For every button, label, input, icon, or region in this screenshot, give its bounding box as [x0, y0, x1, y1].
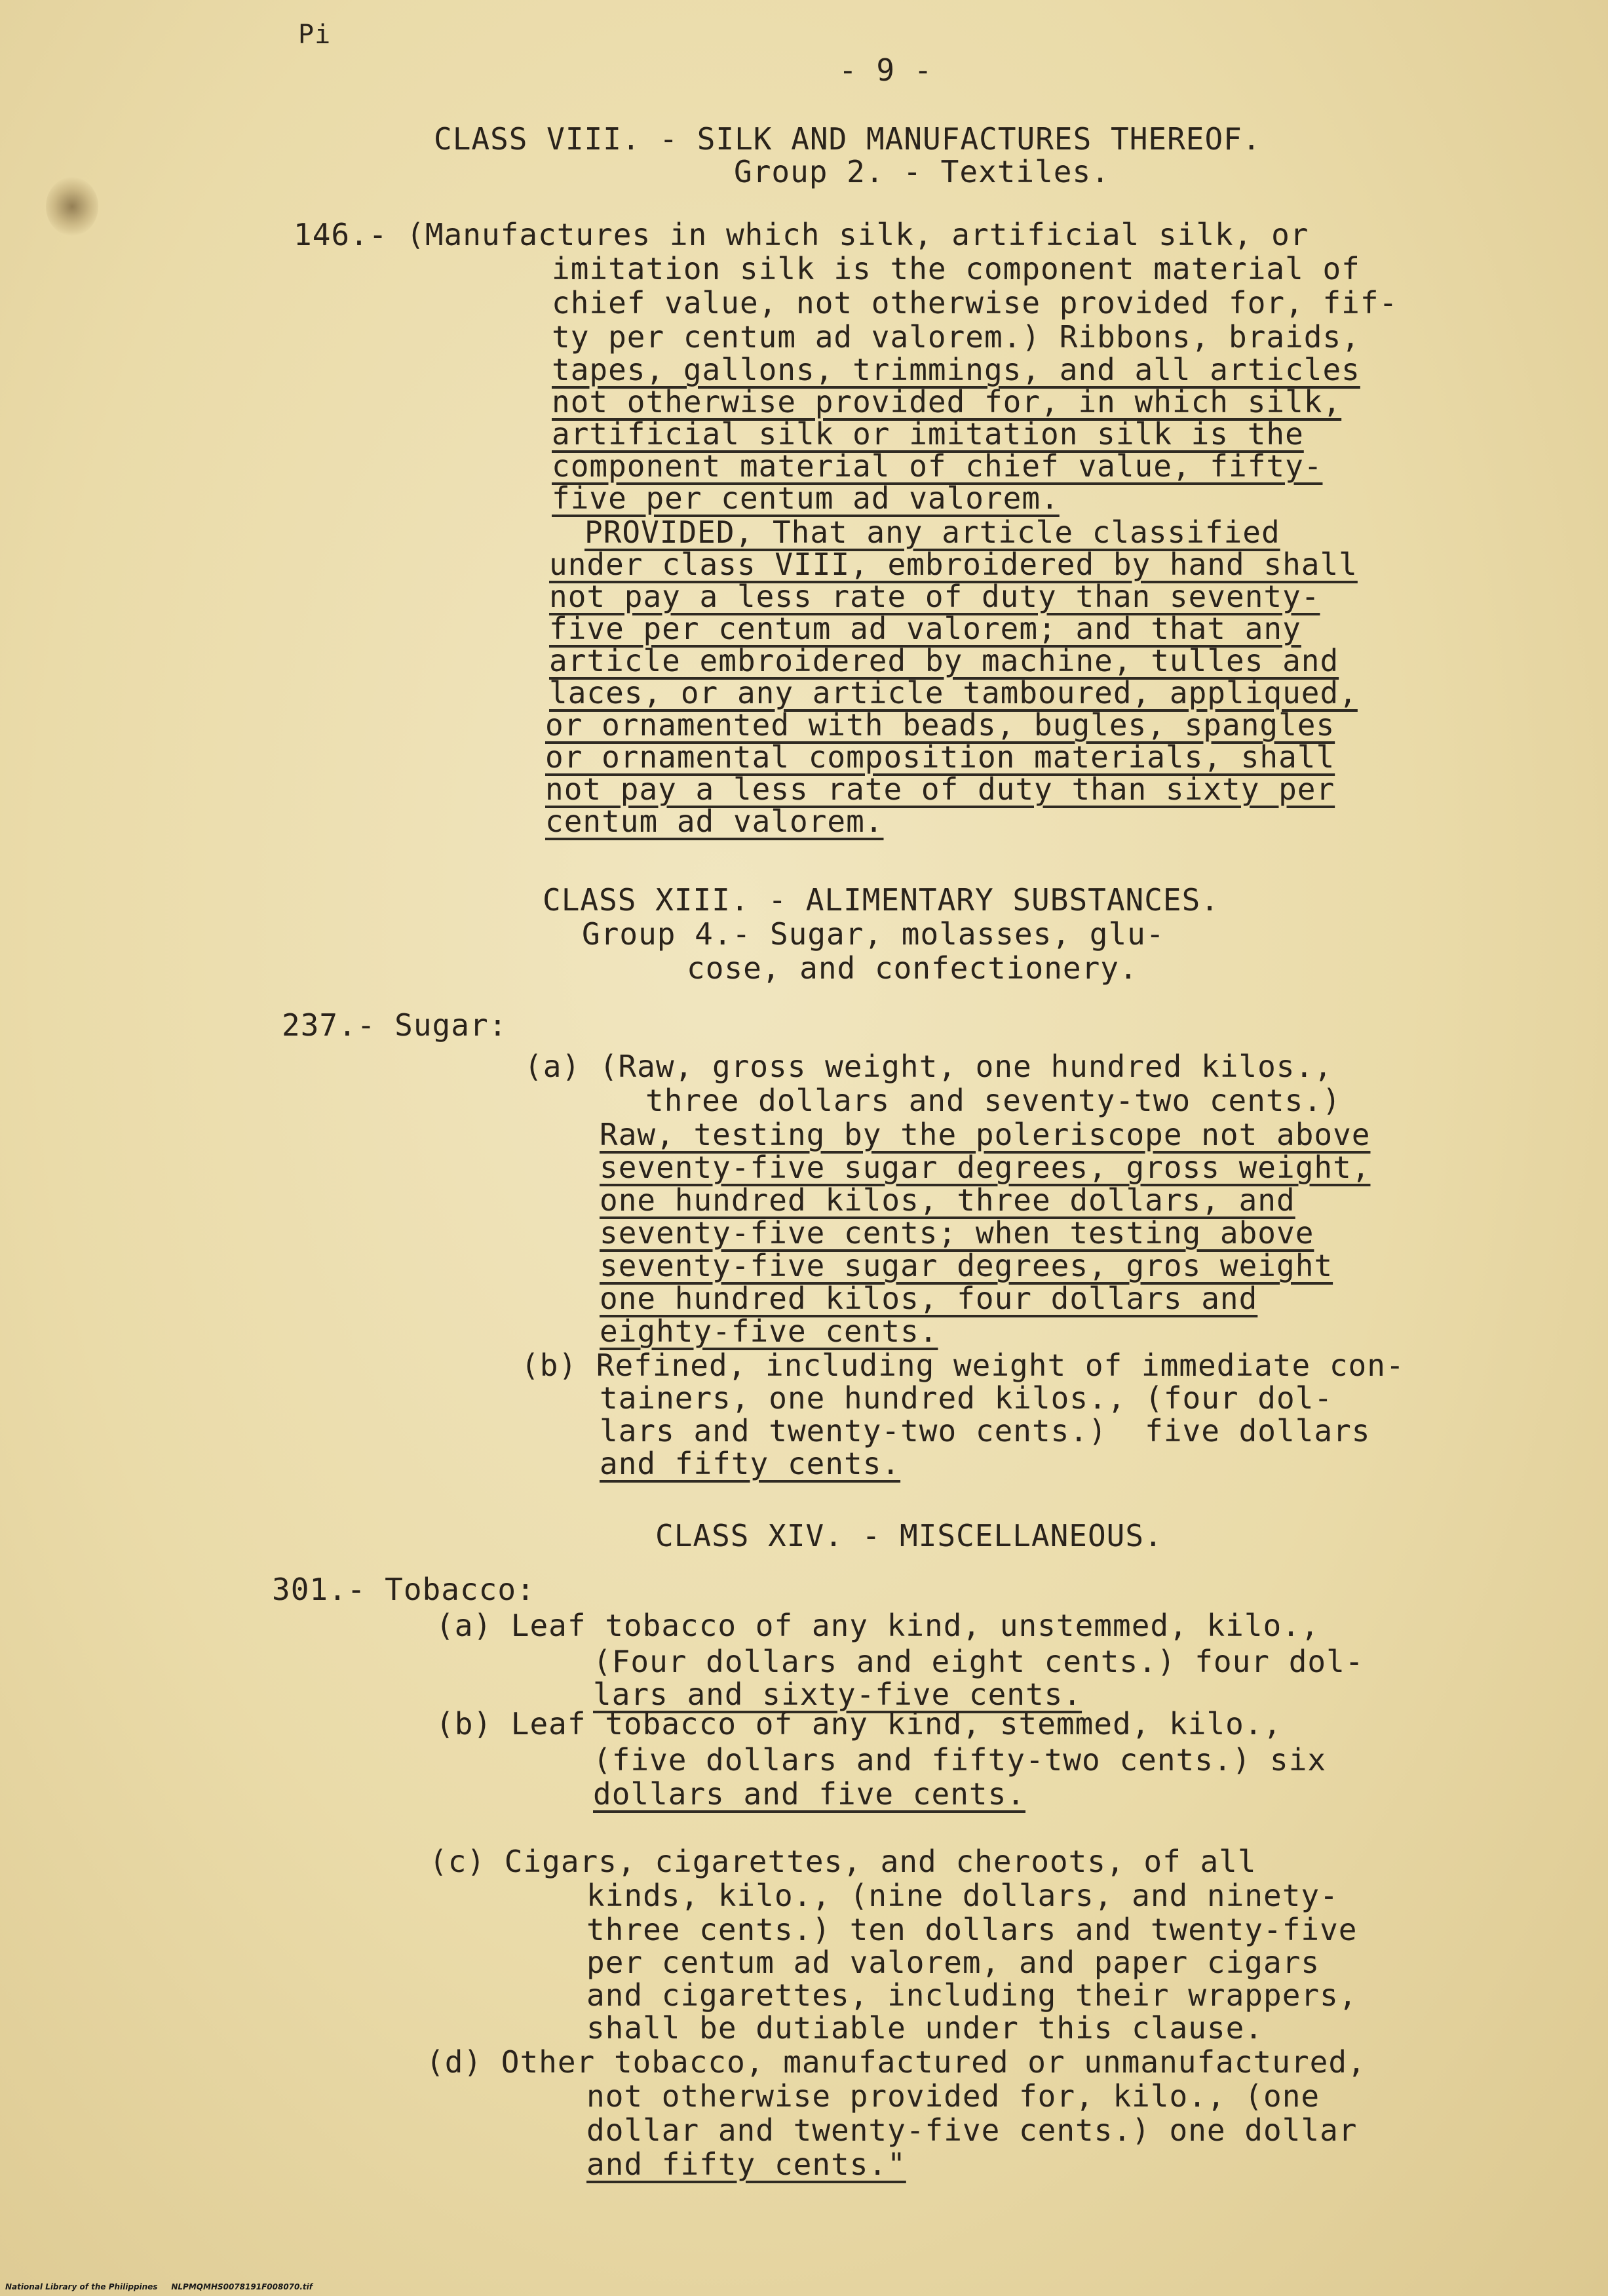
item-146-line-16: or ornamented with beads, bugles, spangles	[545, 707, 1335, 743]
item-237-line-12: lars and twenty-two cents.) five dollars	[600, 1413, 1371, 1449]
class-xiv-title: CLASS XIV. - MISCELLANEOUS.	[655, 1518, 1163, 1553]
class-xiii-group-line-2: cose, and confectionery.	[687, 950, 1138, 986]
archive-footer: National Library of the Philippines NLPMQMHS0078191F008070.tif	[5, 2282, 313, 2291]
item-301-line-5: (five dollars and fifty-two cents.) six	[593, 1742, 1327, 1778]
item-301-line-7: (c) Cigars, cigarettes, and cheroots, of all	[429, 1844, 1257, 1879]
paper-stain	[46, 177, 98, 236]
item-301-line-15: dollar and twenty-five cents.) one dollar	[586, 2112, 1358, 2148]
item-146-line-4: ty per centum ad valorem.) Ribbons, braids,	[552, 319, 1360, 355]
item-146-line-15: laces, or any article tamboured, appliqued,	[549, 675, 1358, 710]
class-xiii-title: CLASS XIII. - ALIMENTARY SUBSTANCES.	[543, 882, 1219, 918]
item-237-line-9: eighty-five cents.	[600, 1313, 938, 1349]
item-237-line-10: (b) Refined, including weight of immediate con-	[521, 1348, 1405, 1383]
item-301-heading: 301.- Tobacco:	[272, 1572, 535, 1607]
item-301-line-14: not otherwise provided for, kilo., (one	[586, 2078, 1320, 2114]
item-301-line-10: per centum ad valorem, and paper cigars	[586, 1945, 1320, 1980]
item-146-line-19: centum ad valorem.	[545, 804, 884, 839]
item-301-line-8: kinds, kilo., (nine dollars, and ninety-	[586, 1878, 1339, 1913]
item-146-line-11: under class VIII, embroidered by hand shall	[549, 547, 1358, 582]
item-146-line-14: article embroidered by machine, tulles and	[549, 643, 1339, 678]
corner-mark: Pi	[298, 20, 332, 50]
item-301-line-11: and cigarettes, including their wrappers,	[586, 1977, 1358, 2013]
item-301-line-16: and fifty cents."	[586, 2147, 906, 2182]
item-301-line-9: three cents.) ten dollars and twenty-five	[586, 1912, 1358, 1947]
item-237-line-5: one hundred kilos, three dollars, and	[600, 1182, 1295, 1218]
class-xiii-group-line-1: Group 4.- Sugar, molasses, glu-	[582, 916, 1165, 952]
item-301-line-3: lars and sixty-five cents.	[593, 1677, 1082, 1712]
item-301-line-13: (d) Other tobacco, manufactured or unmanufactured,	[426, 2044, 1366, 2080]
item-301-line-4: (b) Leaf tobacco of any kind, stemmed, kilo.,	[436, 1706, 1282, 1741]
item-301-line-12: shall be dutiable under this clause.	[586, 2010, 1263, 2046]
item-146-line-9: five per centum ad valorem.	[552, 480, 1060, 516]
class-viii-title: CLASS VIII. - SILK AND MANUFACTURES THEREOF.	[434, 121, 1261, 157]
item-237-line-8: one hundred kilos, four dollars and	[600, 1281, 1258, 1316]
item-146-line-6: not otherwise provided for, in which silk,	[552, 384, 1342, 419]
item-146-line-8: component material of chief value, fifty-	[552, 448, 1323, 484]
item-146-line-17: or ornamental composition materials, shall	[545, 739, 1335, 775]
item-146-line-7: artificial silk or imitation silk is the	[552, 416, 1304, 452]
item-237-line-4: seventy-five sugar degrees, gross weight,	[600, 1150, 1371, 1185]
item-146-line-13: five per centum ad valorem; and that any	[549, 611, 1301, 646]
page-number: - 9 -	[839, 52, 933, 88]
item-301-line-2: (Four dollars and eight cents.) four dol-	[593, 1644, 1364, 1679]
item-146-line-2: imitation silk is the component material of	[552, 251, 1360, 286]
item-146-line-12: not pay a less rate of duty than seventy-	[549, 579, 1320, 614]
item-146-line-1: 146.- (Manufactures in which silk, artificial silk, or	[294, 217, 1309, 252]
item-237-line-11: tainers, one hundred kilos., (four dol-	[600, 1380, 1333, 1416]
item-146-line-10: PROVIDED, That any article classified	[584, 515, 1280, 550]
item-237-line-1: (a) (Raw, gross weight, one hundred kilos.,	[524, 1049, 1333, 1084]
item-237-line-13: and fifty cents.	[600, 1446, 901, 1481]
item-237-line-2: three dollars and seventy-two cents.)	[645, 1083, 1341, 1118]
item-146-line-5: tapes, gallons, trimmings, and all articles	[552, 352, 1360, 387]
item-146-line-3: chief value, not otherwise provided for, fif-	[552, 285, 1398, 321]
item-301-line-6: dollars and five cents.	[593, 1776, 1025, 1812]
class-viii-group: Group 2. - Textiles.	[734, 154, 1110, 189]
item-237-heading: 237.- Sugar:	[282, 1007, 508, 1043]
item-237-line-6: seventy-five cents; when testing above	[600, 1215, 1314, 1251]
item-146-line-18: not pay a less rate of duty than sixty per	[545, 771, 1335, 807]
item-237-line-3: Raw, testing by the poleriscope not above	[600, 1117, 1371, 1152]
item-237-line-7: seventy-five sugar degrees, gros weight	[600, 1248, 1333, 1283]
item-301-line-1: (a) Leaf tobacco of any kind, unstemmed, kilo.,	[436, 1608, 1320, 1643]
